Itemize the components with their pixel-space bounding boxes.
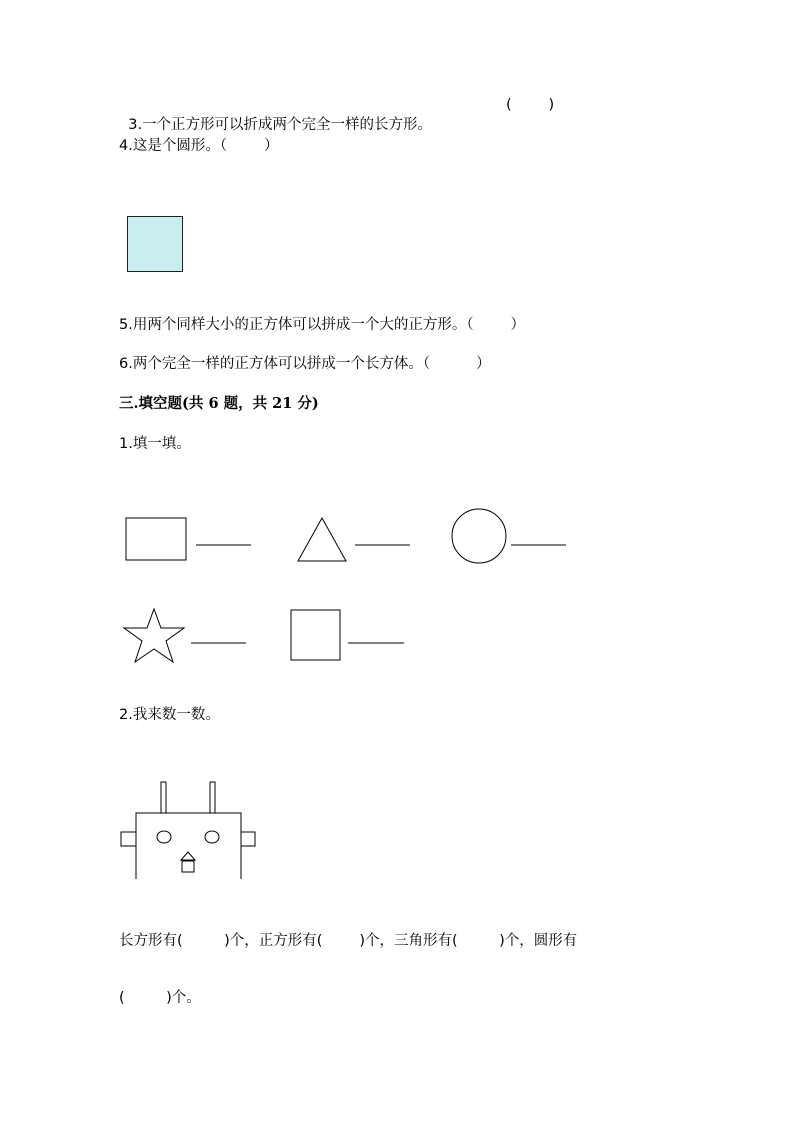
square-shape <box>291 610 340 660</box>
question-3-text: 3.一个正方形可以折成两个完全一样的长方形。 <box>128 117 433 133</box>
robot-mouth-square <box>182 861 194 872</box>
robot-eye-left <box>157 831 171 843</box>
robot-ear-left <box>121 832 136 846</box>
fill-question-2-answer-line-1: 长方形有( )个，正方形有( )个，三角形有( )个，圆形有 <box>119 933 578 949</box>
question-6: 6.两个完全一样的正方体可以拼成一个长方体。（ ） <box>119 356 491 372</box>
robot-eye-right <box>205 831 219 843</box>
robot-antenna-left <box>161 782 166 813</box>
robot-body <box>136 813 241 879</box>
fill-question-2-answer-line-2: ( )个。 <box>119 990 201 1006</box>
robot-antenna-right <box>210 782 215 813</box>
robot-ear-right <box>241 832 255 846</box>
star-shape <box>124 609 184 662</box>
robot-figure <box>121 782 255 879</box>
robot-nose-triangle <box>181 852 195 860</box>
question-3-answer-paren: ( ) <box>506 97 555 113</box>
question-5: 5.用两个同样大小的正方体可以拼成一个大的正方形。（ ） <box>119 317 525 333</box>
triangle-shape <box>298 518 346 561</box>
fill-question-1: 1.填一填。 <box>119 436 191 452</box>
rectangle-shape <box>126 518 186 560</box>
fill-question-2: 2.我来数一数。 <box>119 707 220 723</box>
circle-shape <box>452 509 506 563</box>
section-3-heading: 三.填空题(共 6 题，共 21 分) <box>119 395 319 412</box>
question-4: 4.这是个圆形。（ ） <box>119 138 279 154</box>
